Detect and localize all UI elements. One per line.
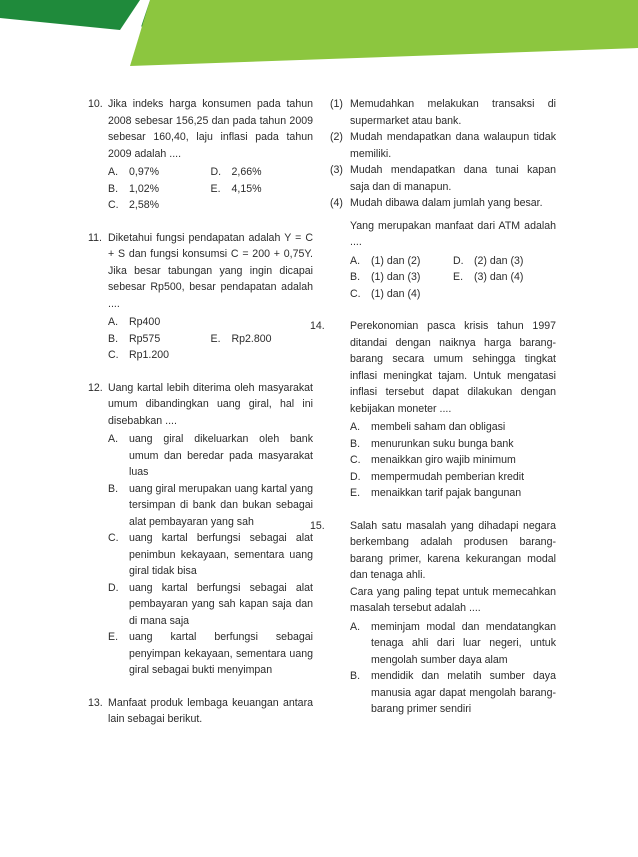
question-13-continued: [330, 96, 556, 302]
options: [108, 314, 313, 364]
option-a[interactable]: A. 0,97%: [108, 166, 160, 178]
option-b[interactable]: B. 1,02%: [108, 182, 160, 195]
option-e[interactable]: E. menaikkan tarif pajak bangunan: [350, 487, 522, 499]
statement-4: (4) Mudah dibawa dalam jumlah yang besar.: [330, 197, 543, 209]
question-prompt: Cara yang paling tepat untuk memecahkan masalah tersebut adalah ....: [350, 585, 556, 614]
option-e[interactable]: E. 4,15%: [210, 182, 262, 195]
options: [350, 419, 556, 502]
statement-3: (3) Mudah mendapatkan dana tunai kapan saja dan di manapun.: [330, 164, 556, 193]
options: [108, 164, 313, 214]
right-column: [310, 96, 556, 734]
question-stem: Uang kartal lebih diterima oleh masyarakat umum dibandingkan uang giral, hal ini disebabkan ....: [108, 381, 313, 427]
question-number: 10.: [88, 98, 103, 110]
question-stem: Manfaat produk lembaga keuangan antara lain sebagai berikut.: [108, 696, 313, 725]
option-c[interactable]: C. 2,58%: [108, 199, 160, 211]
option-d[interactable]: D. uang kartal berfungsi sebagai alat pembayaran yang sah kapan saja dan di mana saja: [108, 581, 313, 627]
header-banner: [0, 0, 638, 70]
option-e[interactable]: E. Rp2.800: [210, 332, 272, 345]
option-e[interactable]: E. (3) dan (4): [453, 271, 524, 283]
option-e[interactable]: E. uang kartal berfungsi sebagai penyimpan kekayaan, sementara uang giral sebagai bukti menyimpan: [108, 631, 313, 676]
question-stem: Jika indeks harga konsumen pada tahun 2008 sebesar 156,25 dan pada tahun 2009 sebesar 160,40, laju inflasi pada tahun 2009 adalah ....: [108, 98, 313, 160]
left-column: [88, 96, 313, 744]
statement-2: (2) Mudah mendapatkan dana walaupun tidak memiliki.: [330, 131, 556, 160]
option-b[interactable]: B. menurunkan suku bunga bank: [350, 437, 514, 450]
option-b[interactable]: B. mendidik dan melatih sumber daya manusia agar dapat mengolah barang-barang primer sendiri: [350, 670, 556, 715]
option-d[interactable]: D. 2,66%: [210, 166, 262, 178]
option-a[interactable]: A. Rp400: [108, 316, 161, 328]
question-stem: Perekonomian pasca krisis tahun 1997 ditandai dengan naiknya harga barang-barang secara umum sehingga tingkat inflasi meningkat tajam. Untuk mengatasi inflasi tersebut dapat dilakukan dengan kebijakan moneter ....: [350, 320, 556, 415]
question-11: [88, 230, 313, 364]
options: [350, 619, 556, 718]
option-d[interactable]: D. mempermudah pemberian kredit: [350, 470, 525, 483]
question-stem: Diketahui fungsi pendapatan adalah Y = C + S dan fungsi konsumsi C = 200 + 0,75Y. Jika besar tabungan yang ingin dicapai sebesar Rp500, besar pendapatan adalah ....: [108, 231, 313, 310]
question-number: 12.: [88, 381, 103, 394]
option-c[interactable]: C. menaikkan giro wajib minimum: [350, 454, 516, 466]
question-13: [88, 695, 313, 728]
option-c[interactable]: C. uang kartal berfungsi sebagai alat penimbun kekayaan, sementara uang giral tidak bisa: [108, 532, 313, 577]
question-number: 13.: [88, 696, 103, 709]
question-14: [310, 318, 556, 502]
banner-green-light: [130, 0, 638, 66]
option-d[interactable]: D. (2) dan (3): [453, 254, 524, 267]
option-a[interactable]: A. membeli saham dan obligasi: [350, 421, 506, 433]
option-b[interactable]: B. Rp575: [108, 332, 161, 345]
question-15: [310, 518, 556, 718]
statement-1: (1) Memudahkan melakukan transaksi di supermarket atau bank.: [330, 98, 556, 127]
question-stem: Salah satu masalah yang dihadapi negara berkembang adalah produsen barang-barang primer, karena kekurangan modal dan tenaga ahli.: [350, 519, 556, 581]
option-a[interactable]: A. uang giral dikeluarkan oleh bank umum dan beredar pada masyarakat luas: [108, 433, 313, 478]
question-number: 14.: [310, 320, 325, 332]
option-a[interactable]: A. (1) dan (2): [350, 254, 421, 267]
question-number: 15.: [310, 519, 325, 532]
question-number: 11.: [88, 231, 102, 244]
options: [330, 253, 556, 303]
option-b[interactable]: B. uang giral merupakan uang kartal yang tersimpan di bank dan bukan sebagai alat pembayaran yang sah: [108, 482, 313, 528]
question-10: [88, 96, 313, 214]
option-c[interactable]: C. (1) dan (4): [350, 287, 421, 300]
options: [108, 431, 313, 679]
option-b[interactable]: B. (1) dan (3): [350, 271, 421, 283]
option-a[interactable]: A. meminjam modal dan mendatangkan tenaga ahli dari luar negeri, untuk mengolah sumber daya alam: [350, 620, 556, 666]
question-12: [88, 380, 313, 679]
question-prompt: Yang merupakan manfaat dari ATM adalah ....: [350, 219, 556, 248]
option-c[interactable]: C. Rp1.200: [108, 349, 170, 361]
